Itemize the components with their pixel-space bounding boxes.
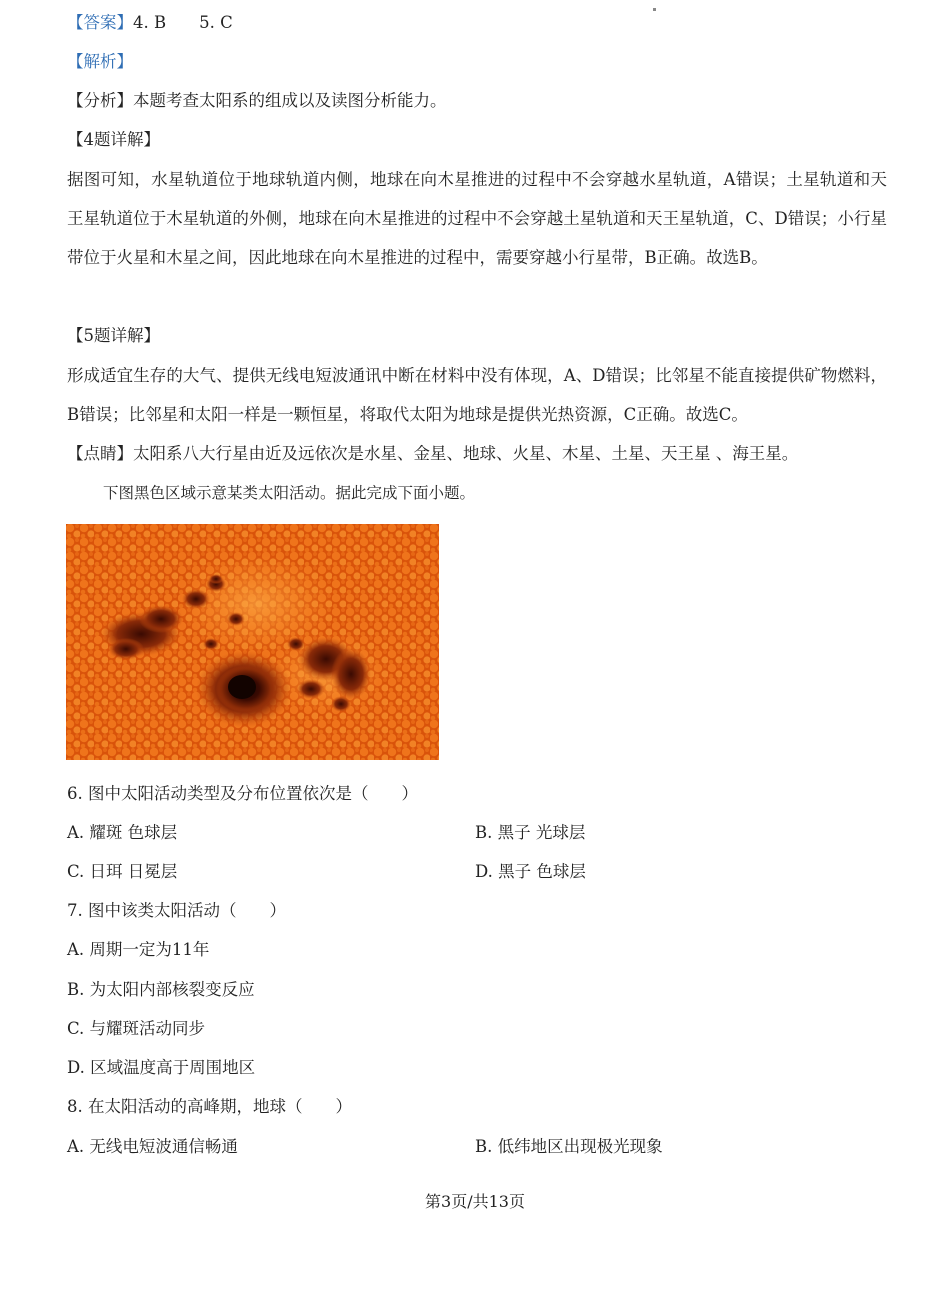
q7-option-a: A. 周期一定为11年 bbox=[67, 940, 210, 959]
q7-option-c: C. 与耀斑活动同步 bbox=[67, 1019, 206, 1038]
q4-detail-text: 据图可知，水星轨道位于地球轨道内侧，地球在向木星推进的过程中不会穿越水星轨道，A错误；土星轨道和天王星轨道位于木星轨道的外侧，地球在向木星推进的过程中不会穿越土星轨道和天王星轨道，C、D错误；小行星带位于火星和木星之间，因此地球在向木星推进的过程中，需要穿越小行星带，B正确。故选B。 bbox=[67, 170, 887, 267]
fenxi-text: 本题考查太阳系的组成以及读图分析能力。 bbox=[133, 91, 447, 110]
dianjing-text: 太阳系八大行星由近及远依次是水星、金星、地球、火星、木星、土星、天王星 、海王星。 bbox=[133, 444, 799, 463]
q7-option-d: D. 区域温度高于周围地区 bbox=[67, 1058, 256, 1077]
question-8-stem: 8. 在太阳活动的高峰期，地球（ ） bbox=[67, 1097, 352, 1116]
sunspot-photo bbox=[66, 524, 439, 760]
q6-option-d: D. 黑子 色球层 bbox=[475, 862, 586, 881]
q8-option-a: A. 无线电短波通信畅通 bbox=[67, 1137, 238, 1156]
scan-mark bbox=[653, 8, 656, 11]
q8-option-b: B. 低纬地区出现极光现象 bbox=[475, 1137, 663, 1156]
answer-line bbox=[67, 13, 233, 33]
analysis-label: 【解析】 bbox=[67, 52, 133, 71]
q6-option-a: A. 耀斑 色球层 bbox=[67, 823, 178, 842]
figure-intro: 下图黑色区域示意某类太阳活动。据此完成下面小题。 bbox=[103, 484, 476, 502]
fenxi-label: 【分析】 bbox=[67, 91, 133, 110]
dianjing-line bbox=[67, 444, 798, 464]
answer-label: 【答案】 bbox=[67, 13, 133, 32]
answer-text: 4. B 5. C bbox=[133, 13, 233, 32]
dianjing-label: 【点睛】 bbox=[67, 444, 133, 463]
q5-detail-label: 【5题详解】 bbox=[67, 326, 160, 345]
question-6-stem: 6. 图中太阳活动类型及分布位置依次是（ ） bbox=[67, 784, 418, 803]
q6-option-b: B. 黑子 光球层 bbox=[475, 823, 586, 842]
question-7-stem: 7. 图中该类太阳活动（ ） bbox=[67, 901, 286, 920]
q6-option-c: C. 日珥 日冕层 bbox=[67, 862, 178, 881]
q7-option-b: B. 为太阳内部核裂变反应 bbox=[67, 980, 255, 999]
fenxi-line bbox=[67, 91, 447, 111]
page-number: 第3页/共13页 bbox=[425, 1192, 525, 1211]
q5-detail-text: 形成适宜生存的大气、提供无线电短波通讯中断在材料中没有体现，A、D错误；比邻星不能直接提供矿物燃料，B错误；比邻星和太阳一样是一颗恒星，将取代太阳为地球是提供光热资源，C正确。故选C。 bbox=[67, 366, 887, 424]
q4-detail-label: 【4题详解】 bbox=[67, 130, 160, 149]
